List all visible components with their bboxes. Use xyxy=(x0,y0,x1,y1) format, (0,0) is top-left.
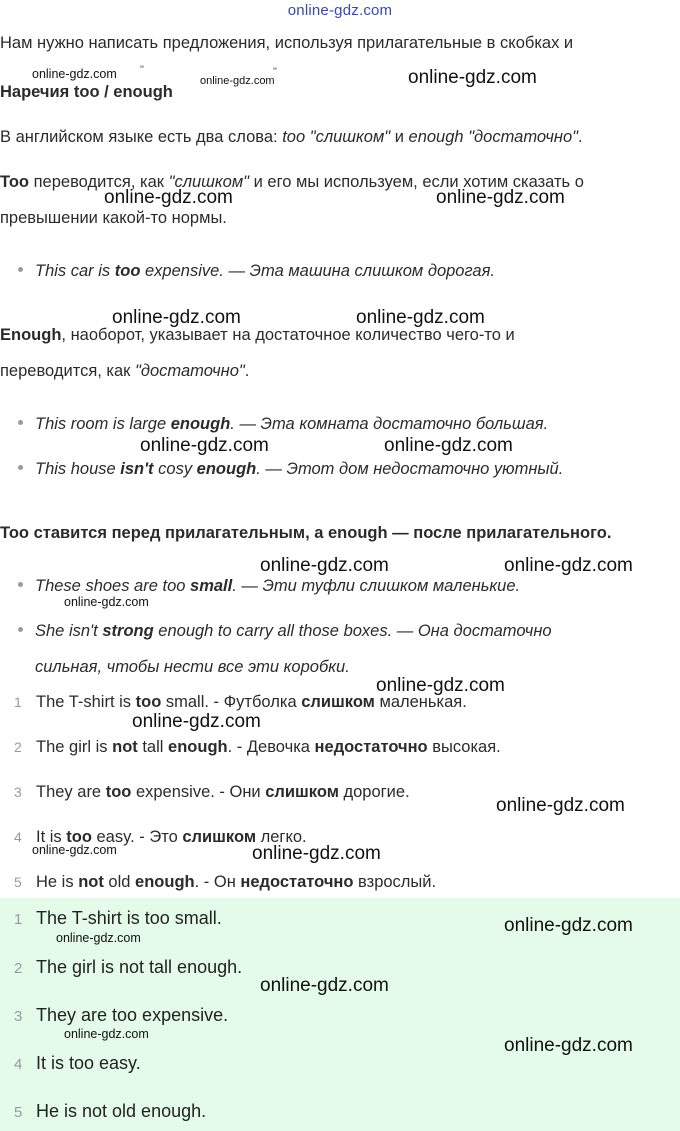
stray-mark: " xyxy=(140,64,144,76)
watermark: online-gdz.com xyxy=(436,187,565,208)
translation-item-3: 3 They are too expensive. - Они слишком дорогие. xyxy=(14,783,410,801)
translation-item-5: 5 He is not old enough. - Он недостаточно взрослый. xyxy=(14,873,437,891)
watermark: online-gdz.com xyxy=(132,711,261,732)
watermark: online-gdz.com xyxy=(200,75,275,87)
section-heading: Наречия too / enough xyxy=(0,83,173,101)
example-enough-1: This room is large enough. — Эта комната достаточно большая. xyxy=(18,415,548,434)
watermark: online-gdz.com xyxy=(260,555,389,576)
watermark: online-gdz.com xyxy=(32,843,117,857)
answer-item-3: 3 They are too expensive. xyxy=(14,1005,229,1025)
para-too-line1: Too переводится, как "слишком" и его мы используем, если хотим сказать о xyxy=(0,173,584,191)
watermark: online-gdz.com xyxy=(504,1035,633,1056)
watermark: online-gdz.com xyxy=(64,595,149,609)
rule-heading: Too ставится перед прилагательным, а enough — после прилагательного. xyxy=(0,524,612,542)
watermark: online-gdz.com xyxy=(260,975,389,996)
watermark: online-gdz.com xyxy=(112,307,241,328)
para-intro: В английском языке есть два слова: too "слишком" и enough "достаточно". xyxy=(0,128,583,146)
bullet-icon xyxy=(18,582,23,587)
example-rule-2-line2: сильная, чтобы нести все эти коробки. xyxy=(35,658,350,676)
translation-item-4: 4 It is too easy. - Это слишком легко. xyxy=(14,828,307,846)
example-rule-2: She isn't strong enough to carry all those boxes. — Она достаточно xyxy=(18,622,552,641)
example-rule-1: These shoes are too small. — Эти туфли слишком маленькие. xyxy=(18,577,520,596)
answer-item-1: 1 The T-shirt is too small. xyxy=(14,908,222,928)
watermark: online-gdz.com xyxy=(384,435,513,456)
stray-mark: " xyxy=(273,66,277,78)
answer-item-2: 2 The girl is not tall enough. xyxy=(14,957,243,977)
para-enough-line1: Enough, наоборот, указывает на достаточное количество чего-то и xyxy=(0,326,515,344)
answer-item-5: 5 He is not old enough. xyxy=(14,1101,207,1121)
bullet-icon xyxy=(18,465,23,470)
example-enough-2: This house isn't cosy enough. — Этот дом недостаточно уютный. xyxy=(18,460,563,479)
bullet-icon xyxy=(18,267,23,272)
site-header-watermark[interactable]: online-gdz.com xyxy=(287,2,393,19)
watermark: online-gdz.com xyxy=(376,675,505,696)
watermark: online-gdz.com xyxy=(496,795,625,816)
watermark: online-gdz.com xyxy=(140,435,269,456)
watermark: online-gdz.com xyxy=(56,931,141,945)
watermark: online-gdz.com xyxy=(504,915,633,936)
watermark: online-gdz.com xyxy=(104,187,233,208)
answer-item-4: 4 It is too easy. xyxy=(14,1053,141,1073)
example-too: This car is too expensive. — Эта машина слишком дорогая. xyxy=(18,262,495,281)
watermark: online-gdz.com xyxy=(504,555,633,576)
para-enough-line2: переводится, как "достаточно". xyxy=(0,362,250,380)
translation-item-2: 2 The girl is not tall enough. - Девочка недостаточно высокая. xyxy=(14,738,501,756)
bullet-icon xyxy=(18,627,23,632)
watermark: online-gdz.com xyxy=(32,67,117,81)
watermark: online-gdz.com xyxy=(64,1027,149,1041)
watermark: online-gdz.com xyxy=(408,67,537,88)
watermark: online-gdz.com xyxy=(252,843,381,864)
task-intro: Нам нужно написать предложения, используя прилагательные в скобках и xyxy=(0,34,574,52)
para-too-line2: превышении какой-то нормы. xyxy=(0,209,227,227)
watermark: online-gdz.com xyxy=(356,307,485,328)
bullet-icon xyxy=(18,420,23,425)
translation-item-1: 1 The T-shirt is too small. - Футболка слишком маленькая. xyxy=(14,693,467,711)
